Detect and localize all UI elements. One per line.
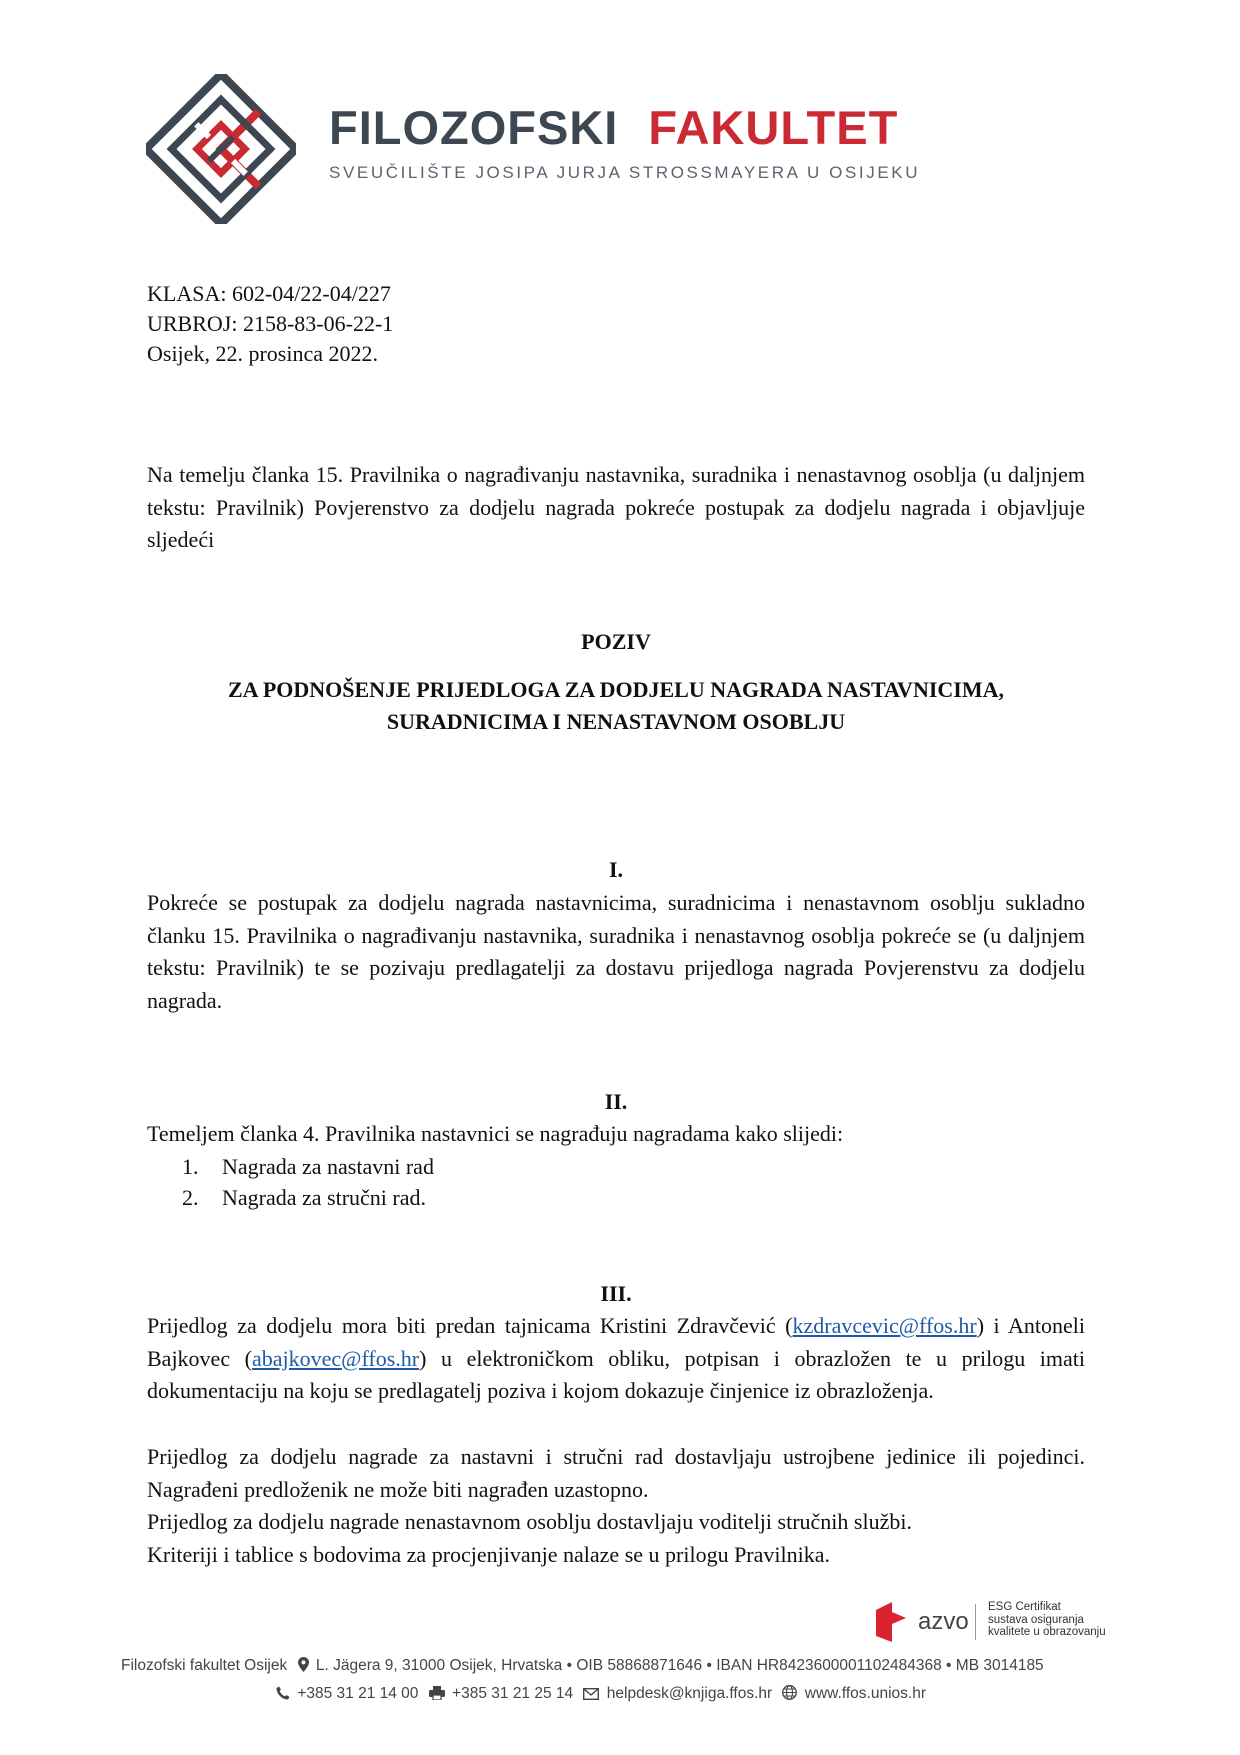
- section-3-text-a: Prijedlog za dodjelu mora biti predan tajnicama Kristini Zdravčević (: [147, 1313, 793, 1338]
- faculty-wordmark: [329, 101, 921, 183]
- azvo-cert-line3: kvalitete u obrazovanju: [988, 1626, 1106, 1638]
- section-1-heading: I.: [608, 857, 624, 882]
- section-2-heading: II.: [604, 1089, 628, 1114]
- location-pin-icon: [298, 1657, 309, 1672]
- section-3-text-b: ) i Antoneli Bajkovec (: [147, 1313, 1085, 1371]
- intro-paragraph: Na temelju članka 15. Pravilnika o nagrađivanju nastavnika, suradnika i nenastavnog osoblja (u daljnjem tekstu: Pravilnik) Povjerenstvo za dodjelu nagrada pokreće postupak za dodjelu nagrada i objavljuje sljedeći: [147, 462, 1085, 552]
- footer-address: L. Jägera 9, 31000 Osijek, Hrvatska: [315, 1657, 563, 1674]
- footer-separator: •: [706, 1657, 717, 1674]
- footer-email[interactable]: helpdesk@knjiga.ffos.hr: [606, 1685, 773, 1702]
- footer-phone: +385 31 21 14 00: [297, 1685, 419, 1702]
- footer-fax: +385 31 21 25 14: [452, 1685, 574, 1702]
- list-item: [182, 1182, 434, 1213]
- faculty-name: [329, 101, 920, 154]
- faculty-logo: [146, 74, 296, 224]
- fax-icon: [429, 1686, 445, 1700]
- section-1-text: Pokreće se postupak za dodjelu nagrada nastavnicima, suradnicima i nenastavnom osoblju sukladno članku 15. Pravilnika o nagrađivanju nastavnika, suradnika i nenastavnog osoblja pokreće se (u daljnjem tekstu: Pravilnik) te se pozivaju predlagatelji za dostavu prijedloga nagrada Povjerenstvu za dodjelu nagrada.: [147, 890, 1085, 1013]
- footer-institution: Filozofski fakultet Osijek: [121, 1657, 288, 1674]
- document-meta: [147, 279, 393, 369]
- list-item: [182, 1151, 434, 1182]
- footer-separator: •: [946, 1657, 956, 1674]
- azvo-cert-line2: sustava osiguranja: [988, 1613, 1084, 1626]
- list-item-text: Nagrada za stručni rad.: [222, 1185, 427, 1210]
- university-name: SVEUČILIŠTE JOSIPA JURJA STROSSMAYERA U OSIJEKU: [329, 163, 921, 182]
- footer-line-2: [270, 1685, 926, 1703]
- award-list: [182, 1151, 434, 1213]
- footer-line-1: [121, 1657, 1044, 1675]
- footer-iban: IBAN HR8423600001102484368: [716, 1657, 942, 1674]
- urbroj: URBROJ: 2158-83-06-22-1: [147, 311, 394, 336]
- document-date: Osijek, 22. prosinca 2022.: [147, 341, 378, 366]
- azvo-wordmark: azvo: [918, 1608, 969, 1635]
- document-subtitle: [147, 674, 1085, 738]
- footer-website[interactable]: www.ffos.unios.hr: [804, 1685, 926, 1702]
- email-link-kzdravcevic[interactable]: kzdravcevic@ffos.hr: [792, 1313, 977, 1338]
- email-icon: [583, 1688, 599, 1700]
- email-link-abajkovec[interactable]: abajkovec@ffos.hr: [252, 1345, 420, 1371]
- section-3-paragraph-2: Prijedlog za dodjelu nagrade za nastavni i stručni rad dostavljaju ustrojbene jedinice ili pojedinci. Nagrađeni predloženik ne može biti nagrađen uzastopno.: [147, 1444, 1085, 1502]
- klasa: KLASA: 602-04/22-04/227: [147, 281, 391, 306]
- globe-icon: [782, 1685, 797, 1700]
- faculty-name-part2: FAKULTET: [648, 101, 899, 154]
- faculty-name-part1: FILOZOFSKI: [329, 101, 619, 154]
- phone-icon: [276, 1686, 290, 1700]
- azvo-cert-line1: ESG Certifikat: [988, 1601, 1061, 1613]
- list-item-text: Nagrada za nastavni rad: [222, 1154, 434, 1179]
- document-subtitle-line1: ZA PODNOŠENJE PRIJEDLOGA ZA DODJELU NAGRADA NASTAVNICIMA,: [227, 677, 1004, 702]
- section-2-text: Temeljem članka 4. Pravilnika nastavnici se nagrađuju nagradama kako slijedi:: [147, 1121, 844, 1146]
- list-item-number: 1.: [182, 1154, 199, 1179]
- section-3-paragraph-1: [147, 1310, 1085, 1408]
- footer-separator: •: [566, 1657, 577, 1674]
- section-3-paragraph-3: Prijedlog za dodjelu nagrade nenastavnom osoblju dostavljaju voditelji stručnih službi.: [147, 1509, 912, 1534]
- document-subtitle-line2: SURADNICIMA I NENASTAVNOM OSOBLJU: [386, 709, 846, 734]
- footer-oib: OIB 58868871646: [576, 1657, 703, 1674]
- section-3-heading: III.: [600, 1281, 632, 1306]
- azvo-logo-icon: [872, 1600, 912, 1644]
- azvo-certificate: [872, 1600, 1132, 1645]
- footer-mb: MB 3014185: [955, 1657, 1044, 1674]
- section-3-paragraph-4: Kriteriji i tablice s bodovima za procjenjivanje nalaze se u prilogu Pravilnika.: [147, 1542, 830, 1567]
- azvo-divider: [975, 1604, 976, 1640]
- section-3-text-c: ) u elektroničkom obliku, potpisan i obrazložen te u prilogu imati dokumentaciju na koju se predlagatelj poziva i kojom dokazuje činjenice iz obrazloženja.: [147, 1345, 1086, 1403]
- azvo-certificate-text: [988, 1601, 1106, 1639]
- document-title: POZIV: [581, 629, 651, 654]
- list-item-number: 2.: [182, 1185, 199, 1210]
